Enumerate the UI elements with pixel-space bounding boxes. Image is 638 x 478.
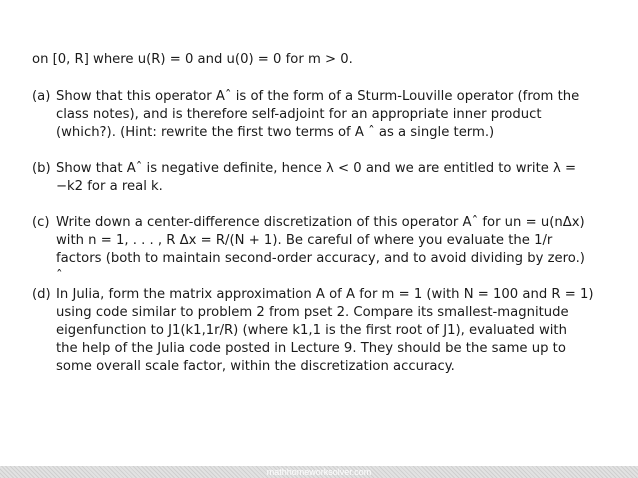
problem-content bbox=[32, 51, 612, 394]
part-c-label: (c) bbox=[32, 215, 50, 230]
footer-watermark: mathhomeworksolver.com bbox=[266, 467, 372, 477]
part-a bbox=[32, 88, 612, 142]
part-c bbox=[32, 214, 612, 286]
part-d-label: (d) bbox=[32, 287, 51, 302]
part-b-text: Show that Aˆ is negative definite, hence λ < 0 and we are entitled to write λ = −k2 for a real k. bbox=[56, 161, 577, 194]
part-b bbox=[32, 160, 612, 196]
part-a-label: (a) bbox=[32, 89, 51, 104]
part-d-text: In Julia, form the matrix approximation A of A for m = 1 (with N = 100 and R = 1) using code similar to problem 2 from pset 2. Compare its smallest-magnitude eigenfunction to J1(k1,1r/R) (where k1,1 is the first root of J1), evaluated with the help of the Julia code posted in Lecture 9. They should be the same up to some overall scale factor, within the discretization accuracy. bbox=[56, 287, 594, 374]
part-a-text: Show that this operator Aˆ is of the form of a Sturm-Louville operator (from the class notes), and is therefore self-adjoint for an appropriate inner product (which?). (Hint: rewrite the first two terms of A ˆ as a single term.) bbox=[56, 89, 580, 140]
part-d bbox=[32, 286, 612, 376]
part-c-text: Write down a center-difference discretization of this operator Aˆ for un = u(nΔx) with n = 1, . . . , R Δx = R/(N + 1). Be careful of where you evaluate the 1/r factors (both to maintain second-order accuracy, and to avoid dividing by zero.) ˆ bbox=[56, 215, 585, 284]
problem-intro: on [0, R] where u(R) = 0 and u(0) = 0 for m > 0. bbox=[32, 52, 353, 67]
part-b-label: (b) bbox=[32, 161, 51, 176]
